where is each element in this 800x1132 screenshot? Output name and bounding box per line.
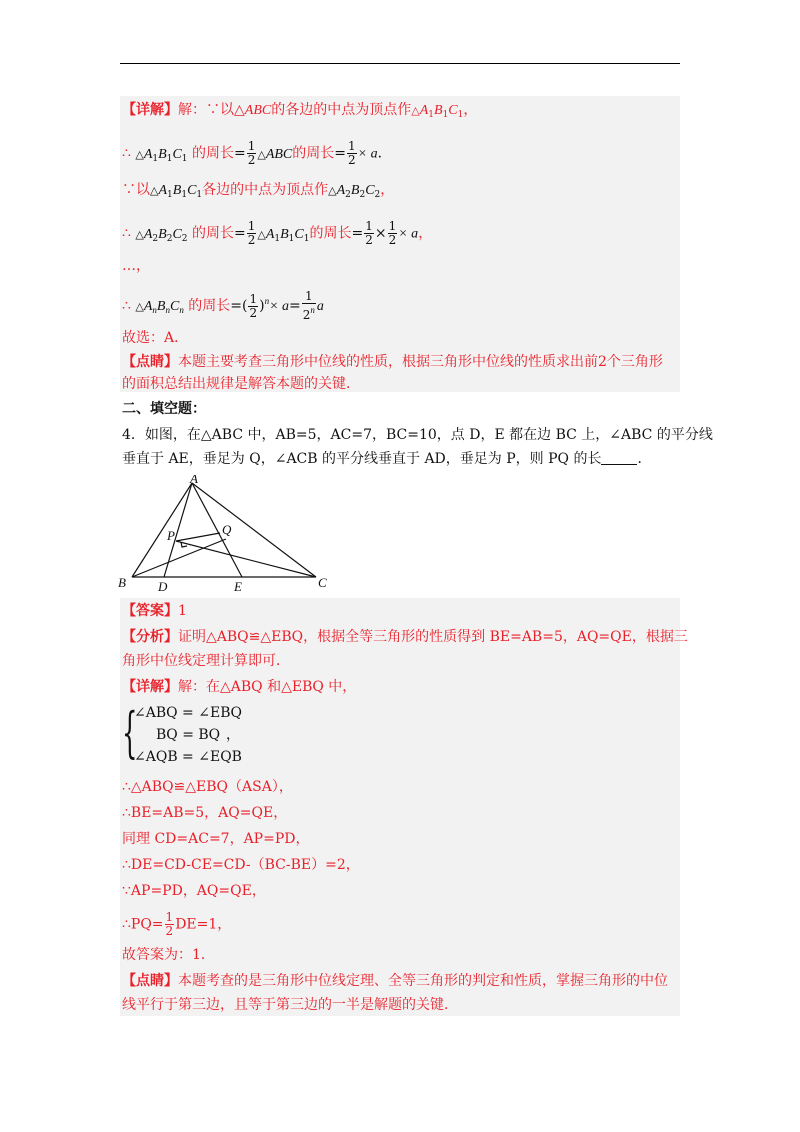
header-rule	[120, 63, 680, 64]
bisector-b	[132, 539, 226, 577]
power-n: n	[264, 296, 270, 306]
bisector-c	[176, 541, 316, 577]
side-ac	[192, 483, 316, 577]
step-line: 同理 CD=AC=7，AP=PD，	[122, 831, 310, 847]
detail-line-3: ∵以$\triangle A_1B_1C_1$各边的中点为顶点作$\triangle A_2B_2C_2$，	[122, 182, 395, 200]
analysis-line1: 【分析】证明△ABQ≌△EBQ，根据全等三角形的性质得到 BE=AB=5，AQ=QE，根据三	[122, 629, 688, 645]
segment-pq	[176, 533, 220, 541]
detail-line-1: 【详解】解：∵以△ABC的各边的中点为顶点作$\triangle A_1B_1C_1$，	[122, 102, 478, 120]
ellipsis-line: …，	[122, 258, 150, 274]
label-d: D	[158, 579, 168, 593]
system-row: ∠AQB = ∠EQB	[134, 749, 242, 765]
final-answer: 故答案为：1．	[122, 947, 215, 963]
triangle-abc: ABC	[244, 103, 272, 118]
conclusion-1: 故选：A．	[122, 330, 189, 346]
detail-tag: 【详解】	[122, 102, 178, 118]
times-a: × a	[357, 146, 378, 162]
answer-blank	[601, 450, 637, 465]
equation-system	[122, 700, 382, 770]
comment-2-line2: 线平行于第三边，且等于第三边的一半是解题的关键．	[122, 997, 458, 1013]
line3-mid: 各边的中点为顶点作	[202, 182, 329, 198]
perimeter-label: 的周长	[292, 145, 335, 162]
label-q: Q	[222, 522, 232, 537]
question-4-line1: 4．如图，在△ABC 中，AB=5，AC=7，BC=10，点 D，E 都在边 BC 上，∠ABC 的平分线	[122, 427, 713, 443]
detail-line-6: ∴ $\triangle A_nB_nC_n$ 的周长=( $\frac{1}{2}$ )$^n$× a= $\frac{1}{2^n}$ a	[122, 289, 324, 322]
detail-line-2: ∴ $\triangle A_1B_1C_1$ 的周长= $\frac{1}{2}$ △ABC的周长= $\frac{1}{2}$ × a．	[122, 139, 392, 167]
step-line: ∴△ABQ≌△EBQ（ASA），	[122, 779, 293, 795]
brace: {	[122, 701, 138, 764]
detail-intro: 解：∵以△	[178, 102, 245, 118]
therefore-symbol: ∴	[122, 145, 131, 162]
comment-2: 【点睛】本题考查的是三角形中位线定理、全等三角形的判定和性质，掌握三角形的中位	[122, 973, 668, 989]
fraction-half: $\frac{1}{2}$	[247, 139, 256, 167]
label-c: C	[318, 575, 327, 590]
system-comma: ，	[226, 727, 240, 743]
label-a: A	[190, 475, 198, 486]
step-line: ∴DE=CD-CE=CD-（BC-BE）=2，	[122, 857, 360, 873]
label-e: E	[234, 579, 242, 593]
line3-text: ∵以	[122, 182, 150, 198]
triangle-figure	[116, 475, 336, 593]
system-row: ∠ABQ = ∠EBQ	[134, 705, 242, 721]
section-title: 二、填空题：	[122, 401, 206, 417]
step-line: ∵AP=PD，AQ=QE，	[122, 883, 266, 899]
label-p: P	[167, 528, 175, 543]
side-ab	[132, 483, 192, 577]
perimeter-label: 的周长	[191, 145, 234, 162]
pq-line: ∴PQ= $\frac{1}{2}$ DE=1，	[122, 910, 232, 938]
step-line: ∴BE=AB=5，AQ=QE，	[122, 805, 288, 821]
label-b: B	[118, 575, 126, 590]
answer-line: 【答案】1	[122, 603, 187, 619]
segment-ae	[192, 483, 242, 577]
system-row: BQ = BQ	[156, 727, 221, 743]
question-4-line2: 垂直于 AE，垂足为 Q，∠ACB 的平分线垂直于 AD，垂足为 P，则 PQ 的长 ．	[122, 451, 652, 467]
detail-line-4: ∴ $\triangle A_2B_2C_2$ 的周长= $\frac{1}{2}$ $\triangle A_1B_1C_1$的周长= $\frac{1}{2}$ × $\frac{1}{2}$ × a，	[122, 219, 433, 247]
comment-1-line2: 的面积总结出规律是解答本题的关键．	[122, 376, 360, 392]
comment-1: 【点睛】本题主要考查三角形中位线的性质，根据三角形中位线的性质求出前2个三角形	[122, 354, 663, 370]
detail-4-intro: 【详解】解：在△ABQ 和△EBQ 中，	[122, 679, 357, 695]
analysis-line2: 角形中位线定理计算即可．	[122, 653, 290, 669]
detail-mid: 的各边的中点为顶点作	[271, 102, 412, 118]
